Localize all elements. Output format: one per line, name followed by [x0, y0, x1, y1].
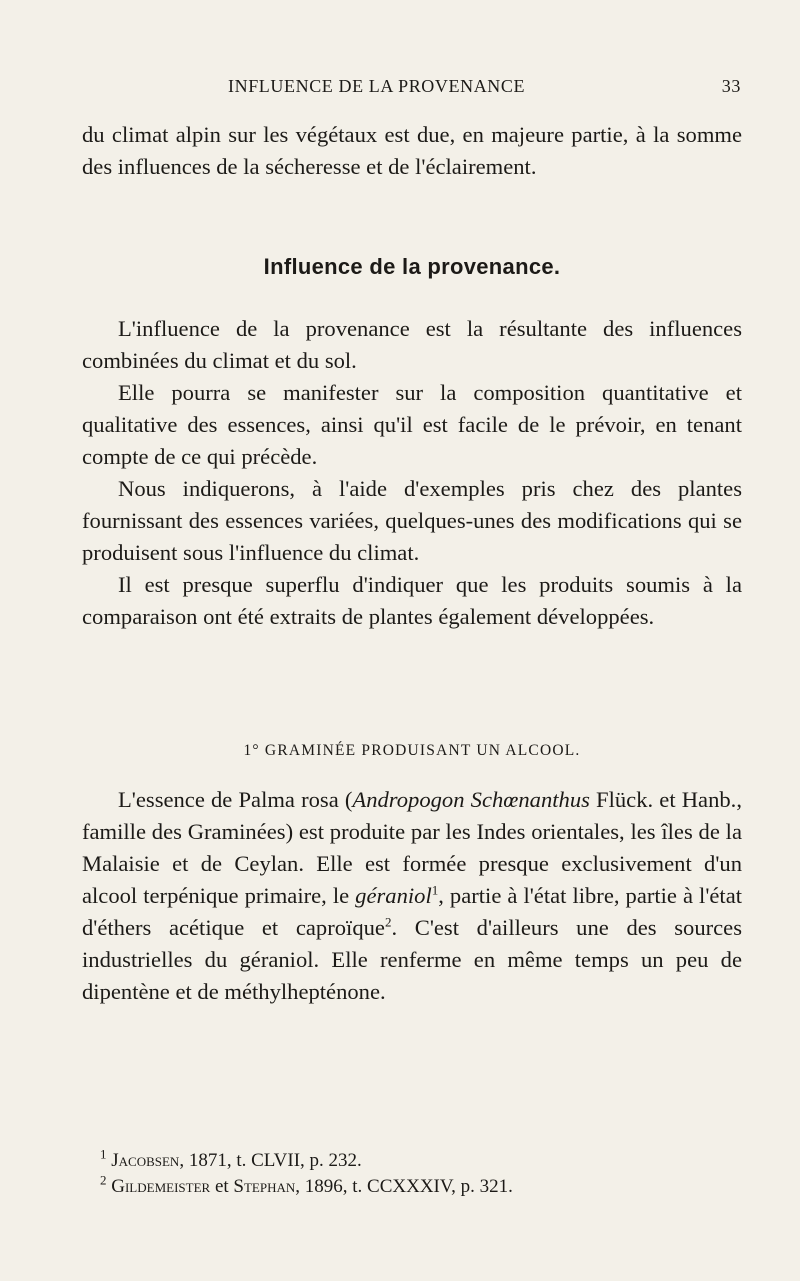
footnote-ref-1[interactable]: 1	[431, 882, 439, 898]
paragraph-1: du climat alpin sur les végétaux est due, en majeure partie, à la somme des influences de la sécheresse et de l'éclairement.	[82, 122, 742, 179]
para6-text-1: L'essence de Palma rosa (	[118, 787, 353, 812]
subsection-number: 1°	[243, 742, 260, 759]
section-heading: Influence de la provenance.	[263, 254, 561, 279]
footnote-author-2: Stephan	[233, 1176, 296, 1197]
footnote-conjunction: et	[210, 1176, 234, 1197]
footnote-reference: , 1896, t. CCXXXIV, p. 321.	[295, 1176, 513, 1197]
footnote-mark: 2	[100, 1172, 107, 1188]
footnote-mark: 1	[100, 1146, 107, 1162]
subsection-body	[82, 784, 742, 1008]
footnotes	[82, 1148, 742, 1200]
running-head-title: INFLUENCE DE LA PROVENANCE	[228, 76, 526, 96]
paragraph-3: Elle pourra se manifester sur la composition quantitative et qualitative des essences, ainsi qu'il est facile de le prévoir, en tenant compte de ce qui précède.	[82, 380, 742, 469]
paragraph-2: L'influence de la provenance est la résultante des influences combinées du climat et du sol.	[82, 316, 742, 373]
paragraph-5: Il est presque superflu d'indiquer que les produits soumis à la comparaison ont été extraits de plantes également développées.	[82, 572, 742, 629]
subsection-heading	[82, 742, 742, 760]
subsection-title: GRAMINÉE PRODUISANT UN ALCOOL.	[264, 742, 581, 759]
footnote-2	[82, 1174, 742, 1200]
page-number: 33	[721, 76, 741, 96]
para6-text-3: , partie à l'état libre, partie à l'état d'éthers acétique et caproïque	[82, 883, 743, 940]
paragraph-6	[82, 784, 742, 1008]
para6-text-4: . C'est d'ailleurs une des sources industrielles du géraniol. Elle renferme en même temps un peu de dipentène et de méthylhepténone.	[82, 915, 742, 1004]
running-head	[228, 76, 741, 100]
geraniol-term: géraniol	[355, 883, 432, 908]
species-name: Andropogon Schœnanthus	[352, 787, 590, 812]
section-body	[82, 313, 742, 633]
footnote-1	[82, 1148, 742, 1174]
footnote-author: Jacobsen	[111, 1150, 180, 1171]
footnote-ref-2[interactable]: 2	[384, 914, 392, 930]
paragraph-4: Nous indiquerons, à l'aide d'exemples pris chez des plantes fournissant des essences variées, quelques-unes des modifications qui se produisent sous l'influence du climat.	[82, 476, 742, 565]
paragraph-continuation	[82, 119, 742, 183]
footnote-reference: , 1871, t. CLVII, p. 232.	[179, 1150, 362, 1171]
footnote-author: Gildemeister	[111, 1176, 211, 1197]
para6-text-2: Flück. et Hanb., famille des Graminées) est produite par les Indes orientales, les îles de la Malaisie et de Ceylan. Elle est formée presque exclusivement d'un alcool terpénique primaire, le	[82, 787, 742, 908]
